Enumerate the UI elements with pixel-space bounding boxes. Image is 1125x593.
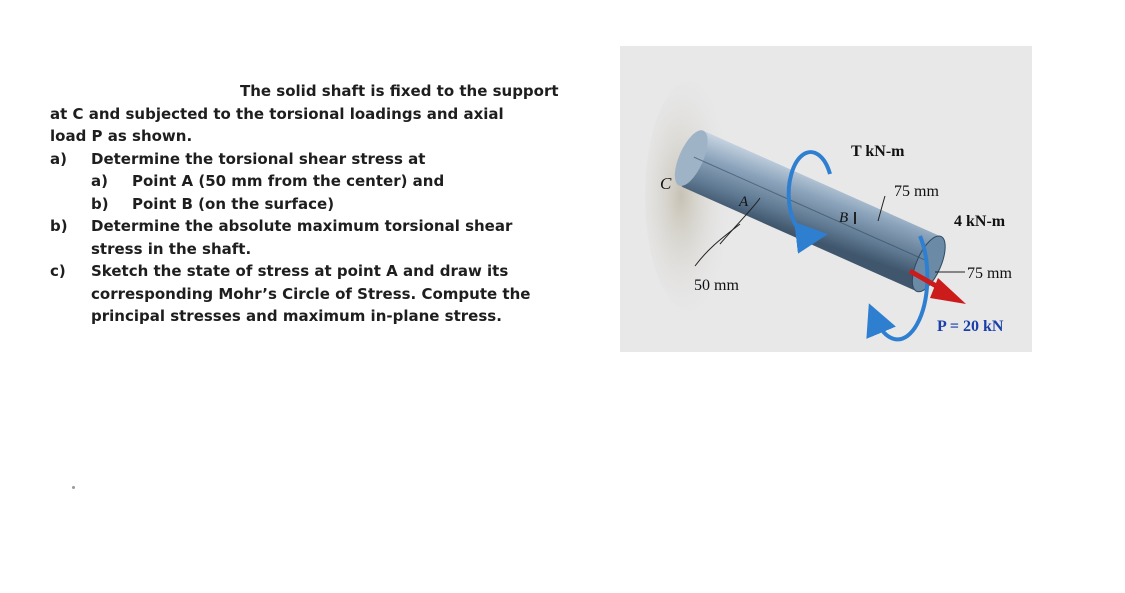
dim-75-right-label: 75 mm: [967, 265, 1012, 282]
part-a: [50, 148, 610, 171]
label-b: B: [839, 210, 849, 226]
dim-75-top-label: 75 mm: [894, 183, 939, 200]
load-p-label: P = 20 kN: [937, 318, 1004, 335]
part-b-continuation: stress in the shaft.: [91, 239, 252, 258]
part-a-marker: a): [50, 149, 67, 168]
part-c: [50, 260, 610, 283]
part-c-continuation: corresponding Mohr’s Circle of Stress. Compute the: [91, 284, 531, 303]
part-c-continuation-2: principal stresses and maximum in-plane stress.: [91, 307, 502, 325]
part-a-sub-b: [50, 193, 610, 216]
part-a-sub-b-marker: b): [91, 194, 109, 213]
part-a-sub-a-marker: a): [91, 172, 108, 190]
part-a-sub-b-text: Point B (on the surface): [132, 194, 335, 213]
part-c-text: Sketch the state of stress at point A and draw its: [91, 262, 509, 280]
part-b-text: Determine the absolute maximum torsional shear: [91, 217, 513, 235]
problem-statement: [50, 80, 610, 328]
part-a-sub-a: [50, 170, 610, 193]
torque-4-label: 4 kN-m: [954, 213, 1006, 230]
intro-line-3: load P as shown.: [50, 127, 193, 145]
stray-dot: [72, 486, 75, 489]
part-b: [50, 215, 610, 238]
intro-line-2: at C and subjected to the torsional loadings and axial: [50, 104, 504, 123]
part-a-text: Determine the torsional shear stress at: [91, 149, 426, 168]
part-c-marker: c): [50, 262, 66, 280]
label-a: A: [739, 194, 749, 210]
part-a-sub-a-text: Point A (50 mm from the center) and: [132, 172, 445, 190]
intro-line-1: The solid shaft is fixed to the support: [240, 82, 559, 100]
label-c: C: [660, 174, 672, 193]
shaft-diagram: [620, 46, 1032, 352]
shaft-figure: [620, 46, 1032, 352]
part-b-marker: b): [50, 217, 68, 235]
load-arrow-head: [930, 278, 966, 304]
dim-50-label: 50 mm: [694, 277, 739, 294]
torque-t-label: T kN-m: [851, 143, 905, 160]
